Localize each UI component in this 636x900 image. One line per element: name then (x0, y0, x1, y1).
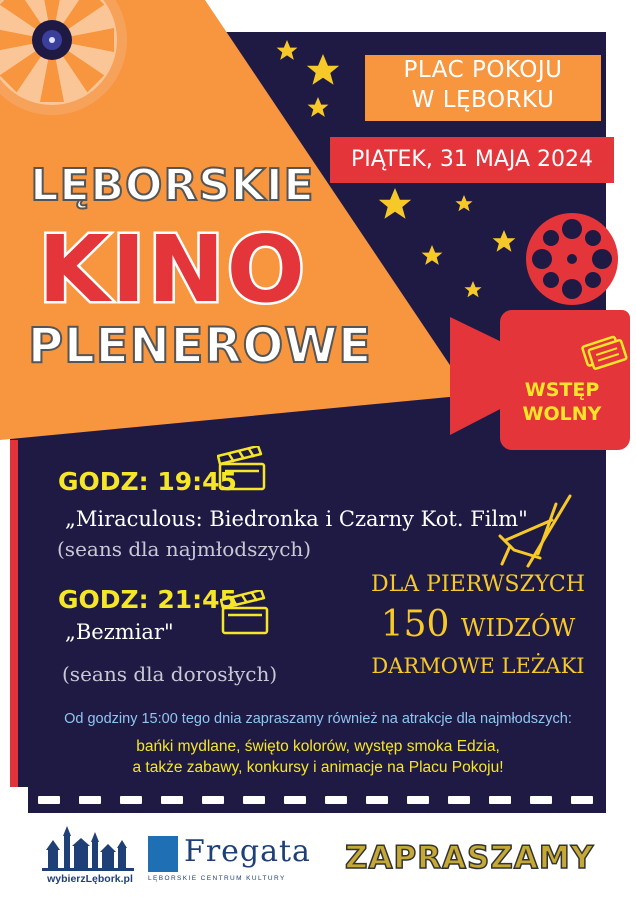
chairs-word: WIDZÓW (460, 614, 576, 642)
free-entry-line1: WSTĘP (524, 379, 600, 401)
screening-1-note: (seans dla najmłodszych) (57, 537, 312, 561)
fregata-name: Fregata (184, 834, 311, 869)
title-line3: PLENEROWE (27, 318, 372, 374)
city-logo (38, 826, 138, 888)
location-tag (365, 55, 601, 121)
star-icon (307, 97, 329, 119)
clapperboard-icon (217, 446, 267, 492)
closing-invitation: ZAPRASZAMY (345, 840, 595, 876)
chairs-line2 (360, 604, 596, 645)
free-entry-line2: WOLNY (522, 403, 602, 425)
city-skyline-icon (42, 826, 134, 872)
fregata-subtitle: LĘBORSKIE CENTRUM KULTURY (148, 875, 286, 882)
free-entry-label (512, 378, 612, 426)
screening-1-time: GODZ: 19:45 (58, 467, 237, 496)
chairs-line3: DARMOWE LEŻAKI (371, 654, 585, 678)
location-line2: W LĘBORKU (411, 87, 555, 113)
screening-1-title: „Miraculous: Biedronka i Czarny Kot. Film" (65, 507, 528, 531)
screening-2-title: „Bezmiar" (65, 620, 174, 644)
location-line1: PLAC POKOJU (403, 57, 563, 83)
star-icon (276, 40, 298, 62)
film-reel-icon (0, 0, 122, 110)
fregata-mark-icon (148, 836, 178, 872)
info-attractions (30, 736, 606, 778)
chairs-number: 150 (380, 604, 450, 645)
info-intro: Od godziny 15:00 tego dnia zapraszamy również na atrakcje dla najmłodszych: (64, 711, 572, 727)
title-line1: LĘBORSKIE (30, 160, 315, 211)
screening-2-time: GODZ: 21:45 (58, 585, 237, 614)
chairs-line1: DLA PIERWSZYCH (371, 572, 585, 597)
title-kino: KINO (38, 216, 307, 323)
date-tag: PIĄTEK, 31 MAJA 2024 (330, 137, 614, 183)
info-line2: a także zabawy, konkursy i animacje na Placu Pokoju! (132, 759, 504, 776)
info-line1: bańki mydlane, święto kolorów, występ smoka Edzia, (136, 738, 500, 755)
star-icon (306, 54, 340, 88)
deck-chair-icon (496, 492, 576, 572)
star-icon (378, 188, 412, 222)
screening-2-note: (seans dla dorosłych) (62, 662, 278, 686)
city-logo-label: wybierzLębork.pl (47, 873, 133, 885)
clapperboard-icon (220, 590, 270, 636)
fregata-logo (148, 834, 328, 884)
